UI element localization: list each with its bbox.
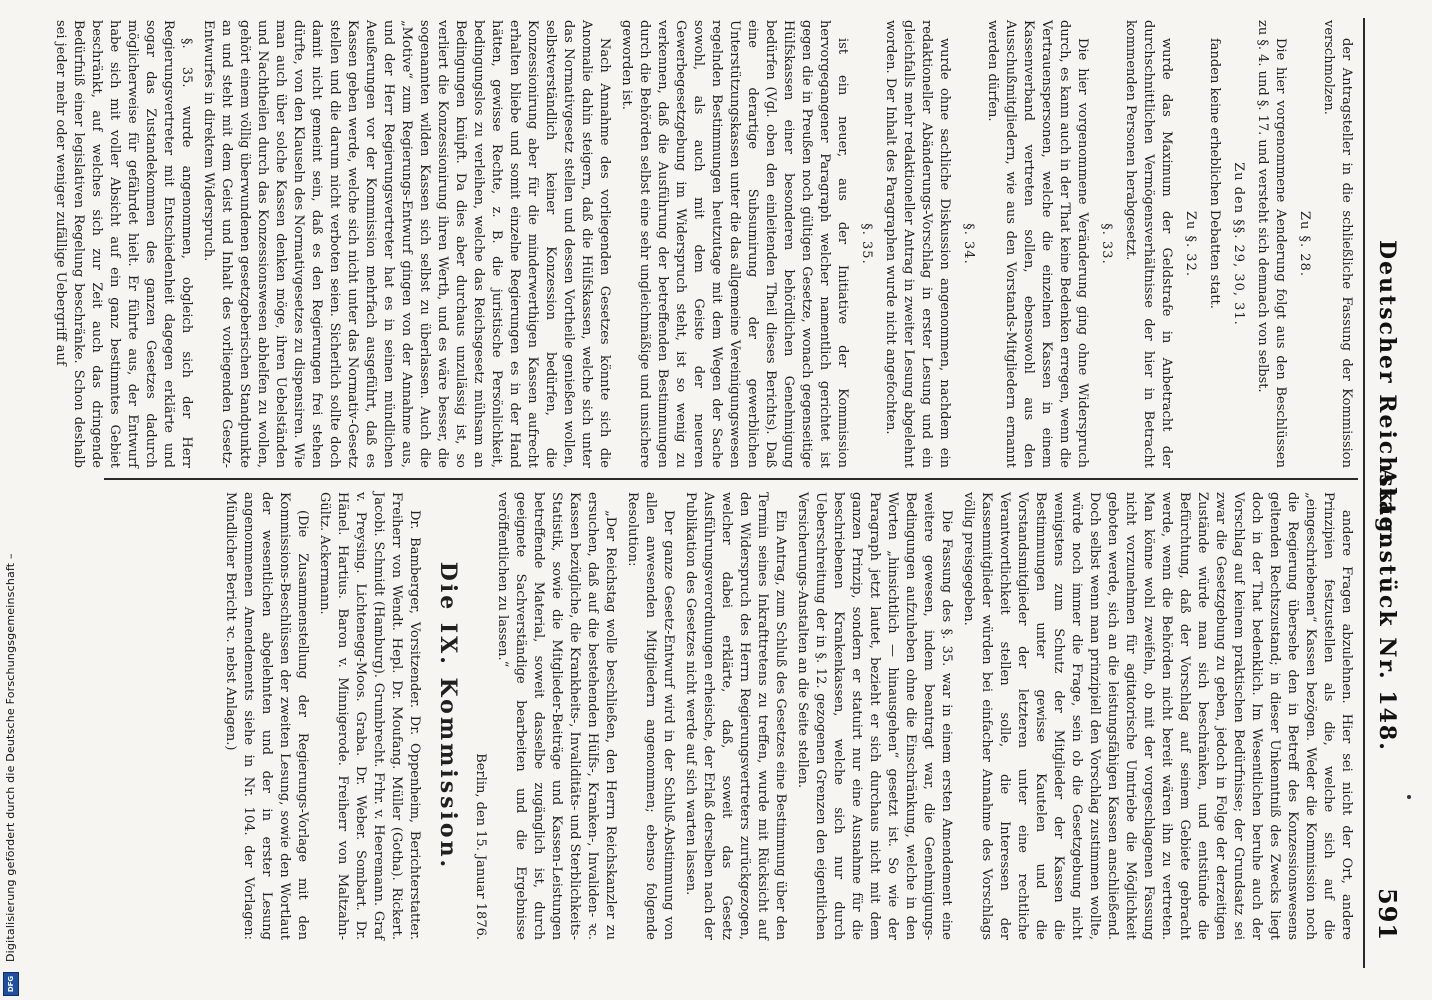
digitization-credit: Digitalisierung gefördert durch die Deutsche Forschungsgemeinschaft –: [4, 553, 17, 962]
dfg-logo-text: DFG: [7, 975, 15, 993]
left-column: [53, 20, 1355, 468]
section-heading: Zu den §§. 29, 30, 31.: [1231, 162, 1246, 326]
page-number: 591: [1373, 888, 1402, 942]
resolution-text: „Der Reichstag wolle beschließen, den Herrn Reichskanzler zu ersuchen, daß auf die bestehenden Hülfs-, Kranken-, Invaliden- ꝛc. Kassen bezügliche, die Krankheits-, Invaliditäts- und Sterblichkeits-Statistik, sowie die Mitglieder-Beiträge und Kassen-Leistungen betreffende Material, soweit dasselbe zugänglich ist, durch geeignete Sachverständige bearbeiten und die Ergebnisse veröffentlichen zu lassen.“: [495, 492, 618, 940]
right-column: [105, 492, 1355, 940]
section-heading: Zu §. 28.: [1297, 211, 1312, 277]
paragraph: Die hier vorgenommene Aenderung folgt aus den Beschlüssen zu §. 4. und §. 17. und versteht sich demnach von selbst.: [1255, 20, 1288, 468]
running-header-document: Aktenstück Nr. 148.: [1374, 468, 1400, 752]
scan-speck: [1407, 795, 1411, 799]
column-divider: [104, 478, 1358, 480]
paragraph: Ein Antrag, zum Schluß des Gesetzes eine Bestimmung über den Termin seines Inkrafttretens zu treffen, wurde mit Rücksicht auf den Widerspruch des Herrn Regierungsvertreters zurückgezogen, welcher dabei erklärte, daß, soweit das Gesetz Ausführungsverordnungen erheische, der Erlaß derselben nach der Publikation des Gesetzes nicht werde auf sich warten lassen.: [683, 492, 788, 940]
date-line: Berlin, den 15. Januar 1876.: [473, 753, 488, 940]
commission-title: Die IX. Kommission.: [435, 561, 461, 871]
member-list: Dr. Bamberger, Vorsitzender. Dr. Oppenheim, Berichterstatter. Freiherr von Wendt. Hepl. Dr. Moufang. Müller (Gotha). Rickert. Jacobi. Schmidt (Hamburg). Grumbrecht. Frhr. v. Heeremann. Graf v. Preysing. Lichtenegg-Moos. Graba. Dr. Weber. Sombart. Dr. Hänel. Hartius. Baron v. Minnigerode. Freiherr von Maltzahn-Gültz. Ackermann.: [317, 492, 422, 940]
paragraph: andere Fragen abzulehnen. Hier sei nicht der Ort, andere Prinzipien festzustellen als die, welche sich auf die „eingeschriebenen“ Kassen bezögen. Weder die Kommission noch die Regierung übersehe den in Betreff des Konzessionswesens geltenden Rechtszustand; in dieser Unkenntniß des Zwecks liegt doch in der That bedenklich. Im Wesentlichen beruhe auch der Vorschlag auf keinem praktischen Bedürfnisse; der Grundsatz sei zwar die Gesetzgebung zu geben, jedoch in Folge der derzeitigen Zustände würde man sich beschränken, und entstünde die Befürchtung, daß der Vorschlag auf seinem Gebiete gebracht werde, wenn die Behörden nicht bereit wären ihn zu vertreten. Man könne wohl zweifeln, ob mit der vorgeschlagenen Fassung nicht vorzunehmen für agitatorische Umtriebe die Möglichkeit geboten werde, sich an die leistungsfähigen Kassen anschließend. Doch selbst wenn man prinzipiell den Vorschlag zustimmen wollte, würde noch immer die Frage, sein ob die Gesetzgebung nicht wenigstens zum Schutz der Mitglieder der Kassen die Bestimmungen unter gewisse Kautelen und die Vorstandsmitglieder der letzteren unter eine rechtliche Verantwortlichkeit stellen solle, die Interessen der Kassenmitglieder würden bei einfacher Annahme des Vorschlags völlig preisgegeben.: [961, 492, 1354, 940]
section-heading: §. 33.: [1099, 223, 1114, 265]
dfg-logo-icon: [3, 972, 19, 996]
footnote: (Die Zusammenstellung der Regierungs-Vorlage mit den Kommissions-Beschlüssen der zweiten Lesung, sowie den Wortlaut der wesentlichen abgelehnten und der in erster Lesung angenommenen Amendements siehe in Nr. 104. der Vorlagen: Mündlicher Bericht ꝛc. nebst Anlagen.): [223, 492, 310, 940]
paragraph: §. 35. wurde angenommen, obgleich sich der Herr Regierungsvertreter mit Entschiedenheit dagegen erklärte und sogar das Zustandekommen des ganzen Gesetzes dadurch möglicherweise für gefährdet hielt. Er führte aus, der Entwurf habe sich mit voller Absicht auf ein ganz bestimmtes Gebiet beschränkt, auf welches sich zur Zeit auch das dringende Bedürfniß einer legislativen Regelung beschränke. Schon deshalb sei jeder mehr oder weniger zufällige Uebergriff auf: [53, 20, 194, 468]
paragraph: Die Fassung des §. 35. war in einem ersten Amendement eine weitere gewesen, indem beantragt war, die Genehmigungs-Bedingungen aufzuheben ohne die Einschränkung, welche in den Worten „hinsichtlich — hinausgehen“ gesetzt ist. So wie der Paragraph jetzt lautet, bezieht er sich durchaus nicht mit dem ganzen Prinzip, sondern er statuirt nur eine Ausnahme für die beschriebenen Krankenkassen, welche sich nur durch Ueberschreitung der in §. 12. gezogenen Grenzen den eigentlichen Versicherungs-Anstalten an die Seite stellen.: [795, 492, 954, 940]
paragraph: Nach Annahme des vorliegenden Gesetzes könnte sich die Anomalie dahin steigern, daß die Hülfskassen, welche sich unter das Normativgesetz stellen und dessen Vortheile genießen wollen, selbstverständlich keiner Konzession bedürfen, die Konzessionirung aber für die minderwerthigen Kassen aufrecht erhalten bliebe und somit einzelne Regierungen es in der Hand hätten, gewisse Rechte, z. B. die juristische Persönlichkeit, bedingungslos zu verleihen, welche das Reichsgesetz mühsam an Bedingungen knüpft. Da dies aber durchaus unzulässig ist, so verliert die Konzessionirung ihren Werth, und es wäre besser, die sogenannten wilden Kassen sich selbst zu überlassen. Auch die „Motive“ zum Regierungs-Entwurf gingen von der Annahme aus, und der Herr Regierungsvertreter hat es in seinen mündlichen Aeußerungen vor der Kommission mehrfach ausgeführt, daß es Kassen geben werde, welche sich nicht unter das Normativ-Gesetz stellen und die darum nicht verboten seien. Sicherlich sollte doch damit nicht gemeint sein, daß es den Regierungen frei stehen dürfte, von den Klauseln des Normativgesetzes zu dispensiren. Wie man auch über solche Kassen denken möge, ihren Uebelständen und Nachtheilen durch das Konzessionswesen abhelfen zu wollen, gehört einem völlig überwundenen gesetzgeberischen Standpunkte an und steht mit dem Geist und Inhalt des vorliegenden Gesetz-Entwurfes in direktem Widerspruch.: [201, 20, 612, 468]
section-heading: §. 35.: [859, 223, 874, 265]
paragraph: der Antragsteller in die schließliche Fassung der Kommission verschmolzen.: [1321, 20, 1354, 468]
paragraph: wurde ohne sachliche Diskussion angenommen, nachdem ein redaktioneller Abänderungs-Vorschlag in erster Lesung und ein gleichfalls mehr redaktioneller Antrag in zweiter Lesung abgelehnt worden. Der Inhalt des Paragraphen wurde nicht angefochten.: [883, 20, 952, 468]
paragraph: Die hier vorgenommene Veränderung ging ohne Widerspruch durch, es kann auch in der That keine Bedenken erregen, wenn die Vertrauenspersonen, welche die einzelnen Kassen in einem Kassenverband vertreten sollen, ebensowohl aus den Ausschußmitgliedern, wie aus den Vorstands-Mitgliedern ernannt werden dürfen.: [985, 20, 1090, 468]
header-rule: [1363, 18, 1365, 968]
paragraph: wurde das Maximum der Geldstrafe in Anbetracht der durchschnittlichen Vermögensverhältnisse der hier in Betracht kommenden Personen herabgesetzt.: [1123, 20, 1174, 468]
section-heading: §. 34.: [961, 223, 976, 265]
section-heading: Zu §. 32.: [1183, 211, 1198, 277]
running-header-title: Deutscher Reichstag.: [1374, 240, 1400, 545]
paragraph: ist ein neuer, aus der Initiative der Kommission hervorgegangener Paragraph welcher namentlich gerichtet ist gegen die in Preußen noch gültigen Gesetze, wonach gegenseitige Hülfskassen einer besonderen behördlichen Genehmigung bedürfen (Vgl. oben den einleitenden Theil dieses Berichts). Daß eine derartige Subsumirung der gewerblichen Unterstützungskassen unter die das allgemeine Vereinigungswesen regelnden Bestimmungen heutzutage mit dem Wegen der Sache sowohl, als auch mit dem Geiste der neueren Gewerbegesetzgebung im Widerspruch steht, ist so wenig zu verkennen, daß die Ausführung der betreffenden Bestimmungen durch die Behörden selbst eine sehr ungleichmäßige und unsichere geworden ist.: [619, 20, 850, 468]
paragraph: fanden keine erheblichen Debatten statt.: [1207, 38, 1222, 309]
paragraph: Der ganze Gesetz-Entwurf wird in der Schluß-Abstimmung von allen anwesenden Mitgliedern angenommen; ebenso folgende Resolution:: [625, 492, 676, 940]
